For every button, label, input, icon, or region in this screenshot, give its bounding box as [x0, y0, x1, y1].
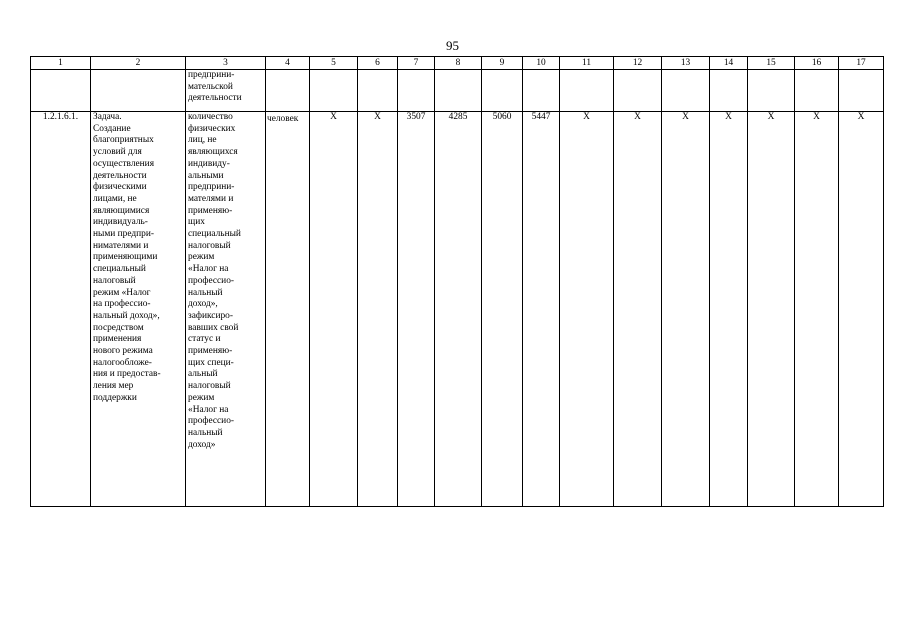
value-cell: X	[748, 112, 795, 507]
text-line: режим	[188, 392, 215, 403]
text-line: вавших свой	[188, 322, 239, 333]
text-line: применяющими	[93, 252, 158, 263]
text-line: «Налог на	[188, 264, 229, 275]
column-number: 17	[839, 57, 884, 70]
value-cell: X	[795, 112, 839, 507]
text-line: мателями и	[188, 193, 234, 204]
page-number: 95	[446, 38, 459, 53]
table-cell	[266, 70, 310, 112]
task-cell	[91, 112, 186, 507]
text-line: условий для	[93, 147, 142, 158]
table-cell	[662, 70, 710, 112]
text-line: специальный	[188, 229, 241, 240]
column-number: 4	[266, 57, 310, 70]
text-line: лицами, не	[93, 193, 137, 204]
value-cell: X	[358, 112, 398, 507]
text-line: альными	[188, 170, 224, 181]
column-number: 7	[398, 57, 435, 70]
text-line: поддержки	[93, 392, 137, 403]
column-number: 16	[795, 57, 839, 70]
text-line: деятельности	[188, 93, 242, 104]
text-line: нового режима	[93, 346, 153, 357]
text-line: нальный	[188, 427, 223, 438]
column-number: 9	[482, 57, 523, 70]
column-number: 12	[614, 57, 662, 70]
text-line: режим «Налог	[93, 287, 151, 298]
column-number: 5	[310, 57, 358, 70]
table-cell	[91, 70, 186, 112]
text-line: доход»	[188, 439, 216, 450]
column-number: 6	[358, 57, 398, 70]
text-line: физических	[188, 123, 236, 134]
column-number: 15	[748, 57, 795, 70]
text-line: ления мер	[93, 381, 134, 392]
table-row	[31, 112, 884, 507]
table-cell	[310, 70, 358, 112]
text-line: являющихся	[188, 147, 238, 158]
text-line: «Налог на	[188, 404, 229, 415]
column-number: 11	[560, 57, 614, 70]
table-cell	[839, 70, 884, 112]
text-line: благоприятных	[93, 135, 154, 146]
table-cell	[710, 70, 748, 112]
text-line: зафиксиро-	[188, 310, 233, 321]
table-cell	[435, 70, 482, 112]
value-cell: X	[839, 112, 884, 507]
text-line: применяю-	[188, 205, 233, 216]
text-line: щих специ-	[188, 357, 234, 368]
value-cell: X	[560, 112, 614, 507]
text-line: налоговый	[188, 381, 231, 392]
column-number: 1	[31, 57, 91, 70]
text-line: на профессио-	[93, 299, 151, 310]
table-cell	[31, 70, 91, 112]
text-line: предприни-	[188, 70, 235, 80]
data-table	[30, 56, 884, 507]
value-cell: X	[662, 112, 710, 507]
continuation-row	[31, 70, 884, 112]
text-line: налоговый	[188, 240, 231, 251]
text-line: Создание	[93, 123, 131, 134]
text-line: щих	[188, 217, 205, 228]
table-cell	[398, 70, 435, 112]
value-cell: 5447	[523, 112, 560, 507]
text-line: статус и	[188, 334, 221, 345]
text-line: профессио-	[188, 416, 235, 427]
text-line: деятельности	[93, 170, 147, 181]
text-line: физическими	[93, 182, 147, 193]
value-cell: X	[614, 112, 662, 507]
text-line: доход»,	[188, 299, 218, 310]
column-number: 8	[435, 57, 482, 70]
text-line: лиц, не	[188, 135, 217, 146]
table-cell	[748, 70, 795, 112]
table-cell	[482, 70, 523, 112]
column-number: 13	[662, 57, 710, 70]
text-line: Задача.	[93, 112, 122, 122]
text-line: ными предпри-	[93, 229, 154, 240]
text-line: индивидуаль-	[93, 217, 148, 228]
table-cell	[614, 70, 662, 112]
unit-cell: человек	[266, 112, 310, 507]
text-line: специальный	[93, 264, 146, 275]
text-line: количество	[188, 112, 233, 122]
table-cell	[560, 70, 614, 112]
text-line: налогообложе-	[93, 357, 152, 368]
text-line: применения	[93, 334, 142, 345]
text-line: являющимися	[93, 205, 150, 216]
value-cell: X	[310, 112, 358, 507]
text-line: ния и предостав-	[93, 369, 161, 380]
text-line: нимателями и	[93, 240, 149, 251]
text-line: нальный доход»,	[93, 310, 160, 321]
text-line: мательской	[188, 81, 233, 92]
column-number: 2	[91, 57, 186, 70]
value-cell: 3507	[398, 112, 435, 507]
column-number: 14	[710, 57, 748, 70]
value-cell: 5060	[482, 112, 523, 507]
text-line: нальный	[188, 287, 223, 298]
text-line: индивиду-	[188, 158, 230, 169]
column-number-row	[31, 57, 884, 70]
column-number: 3	[186, 57, 266, 70]
text-line: посредством	[93, 322, 144, 333]
indicator-cell	[186, 112, 266, 507]
row-code: 1.2.1.6.1.	[31, 112, 91, 507]
text-line: режим	[188, 252, 215, 263]
text-line: применяю-	[188, 346, 233, 357]
text-line: альный	[188, 369, 218, 380]
text-line: профессио-	[188, 275, 235, 286]
value-cell: X	[710, 112, 748, 507]
column-number: 10	[523, 57, 560, 70]
value-cell: 4285	[435, 112, 482, 507]
table-cell	[795, 70, 839, 112]
indicator-cell	[186, 70, 266, 112]
text-line: налоговый	[93, 275, 136, 286]
text-line: предприни-	[188, 182, 235, 193]
table-cell	[523, 70, 560, 112]
table-cell	[358, 70, 398, 112]
text-line: осуществления	[93, 158, 155, 169]
